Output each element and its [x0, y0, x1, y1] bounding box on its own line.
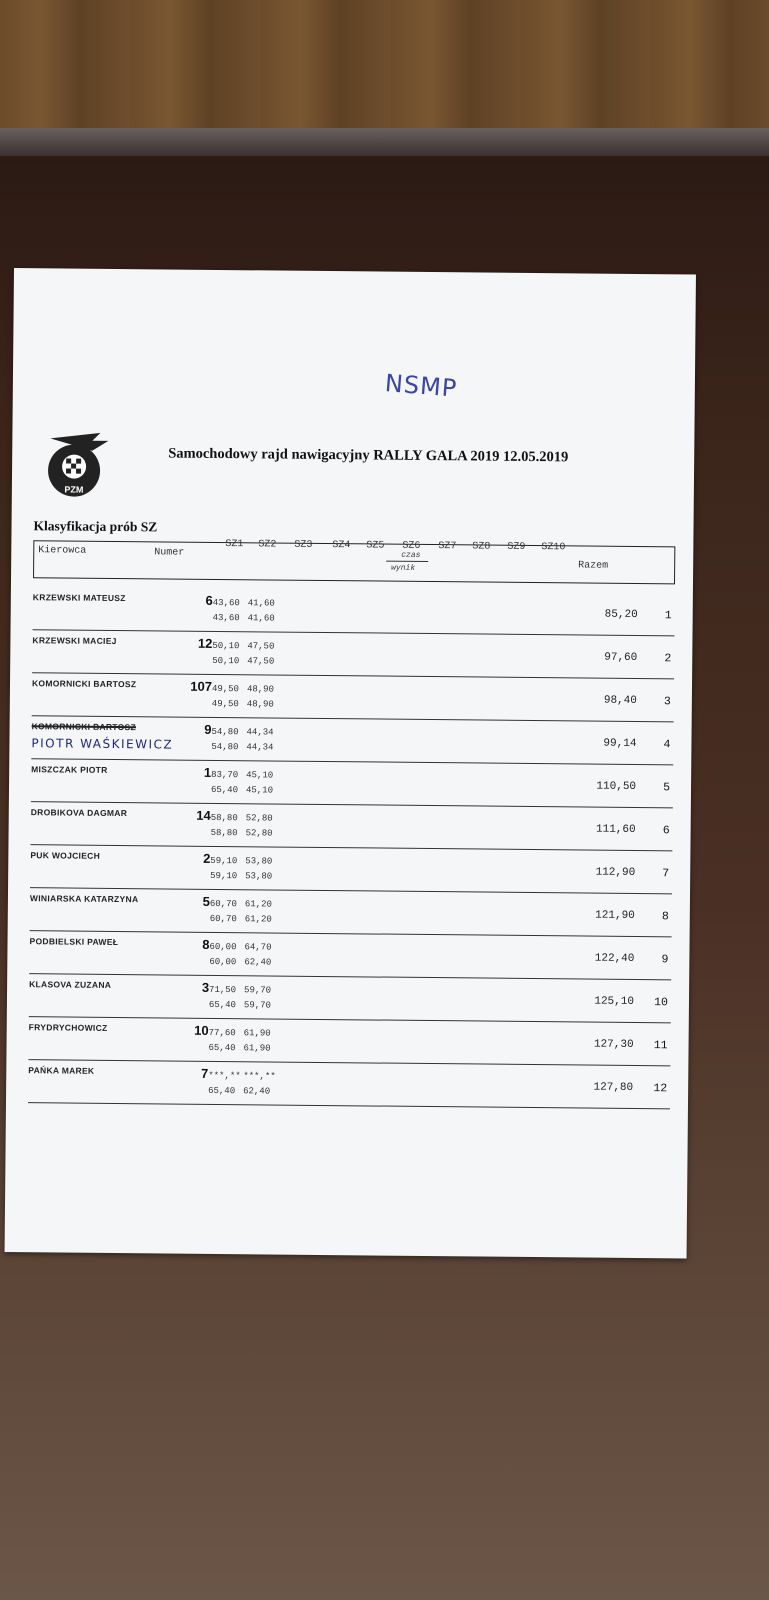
table-edge: [0, 128, 769, 156]
stage-time-wynik: 65,40: [208, 999, 236, 1011]
stage-time-czas: 59,10: [210, 855, 238, 867]
pzm-logo-icon: [42, 428, 113, 501]
start-number: 1: [203, 764, 212, 780]
place: 4: [663, 738, 671, 752]
driver-name: PAŃKA MAREK: [28, 1065, 95, 1076]
stage-time-czas: 61,20: [244, 899, 272, 910]
stage-time-czas: 58,80: [210, 812, 238, 824]
total-time: 97,60: [604, 651, 638, 665]
stage-time-czas: 60,70: [209, 898, 237, 910]
stage-time-wynik: 52,80: [245, 828, 273, 839]
stage-time-wynik: 60,70: [209, 913, 237, 925]
stage-time-wynik: 62,40: [244, 957, 272, 968]
stage-time-wynik: 60,00: [209, 956, 237, 968]
driver-name: KOMORNICKI BARTOSZ: [31, 721, 137, 733]
start-number: 6: [205, 592, 213, 608]
total-time: 127,80: [593, 1081, 634, 1094]
document-title: Samochodowy rajd nawigacyjny RALLY GALA 2019 12.05.2019: [168, 445, 569, 466]
stage-time-czas: 71,50: [209, 984, 237, 996]
stage-time-czas: 45,10: [246, 770, 274, 781]
stage-time-wynik: 53,80: [245, 871, 273, 882]
stage-time-czas: 59,70: [244, 985, 272, 996]
table-row: [30, 887, 672, 937]
start-number: 7: [200, 1065, 209, 1081]
stage-time-czas: 52,80: [245, 813, 273, 824]
stage-time-wynik: 44,34: [246, 742, 274, 753]
driver-name: KRZEWSKI MATEUSZ: [32, 592, 126, 604]
stage-time-czas: 44,34: [246, 727, 274, 738]
table-row: [32, 629, 674, 679]
total-time: 99,14: [603, 737, 637, 750]
header-sz4: SZ4: [332, 540, 351, 552]
stage-time-wynik: 45,10: [245, 785, 274, 796]
header-sz7: SZ7: [438, 541, 457, 553]
stage-time-wynik: 47,50: [247, 656, 275, 667]
stage-time-czas: 77,60: [208, 1027, 236, 1039]
stage-time-czas: 54,80: [211, 726, 239, 738]
stage-time-wynik: 61,20: [244, 914, 272, 925]
place: 9: [661, 953, 669, 967]
header-driver: Kierowca: [38, 545, 87, 557]
stage-time-czas: 48,90: [246, 684, 275, 695]
table-row: [29, 973, 671, 1023]
stage-time-czas: 43,60: [212, 597, 240, 609]
table-row: [30, 801, 672, 851]
stage-time-wynik: 43,60: [212, 612, 240, 624]
table-row: [31, 715, 673, 765]
total-time: 127,30: [593, 1038, 634, 1051]
stage-time-wynik: 59,10: [210, 870, 238, 882]
total-time: 122,40: [594, 952, 635, 965]
driver-name: PUK WOJCIECH: [30, 850, 101, 861]
stage-time-czas: 61,90: [243, 1028, 271, 1039]
stage-time-wynik: 65,40: [208, 1085, 236, 1097]
stage-time-czas: 53,80: [245, 856, 273, 867]
driver-name: KOMORNICKI BARTOSZ: [31, 678, 137, 690]
stage-time-wynik: 59,70: [243, 1000, 271, 1011]
stage-time-czas: ***,**: [243, 1071, 276, 1082]
start-number: 3: [201, 979, 210, 995]
driver-name: FRYDRYCHOWICZ: [28, 1022, 108, 1033]
start-number: 5: [202, 893, 211, 909]
place: 10: [654, 996, 669, 1010]
handwritten-correction: PIOTR WAŚKIEWICZ: [31, 736, 174, 752]
stage-time-wynik: 54,80: [211, 741, 239, 753]
stage-time-wynik: 61,90: [243, 1043, 271, 1054]
table-row: [33, 586, 675, 636]
table-row: [30, 844, 672, 894]
svg-text:PZM: PZM: [64, 484, 84, 495]
stage-time-czas: 49,50: [211, 683, 240, 695]
driver-name: MISZCZAK PIOTR: [31, 764, 108, 775]
stage-time-wynik: 41,60: [247, 613, 275, 624]
start-number: 12: [197, 635, 213, 651]
stage-time-czas: 64,70: [244, 942, 272, 953]
total-time: 111,60: [595, 823, 636, 836]
handwritten-note: NSMP: [383, 369, 459, 403]
stage-time-wynik: 65,40: [208, 1042, 236, 1054]
table-row: [28, 1059, 670, 1109]
driver-name: PODBIELSKI PAWEŁ: [29, 936, 119, 948]
section-title: Klasyfikacja prób SZ: [33, 518, 158, 535]
stage-time-wynik: 65,40: [210, 784, 239, 796]
header-divider: [386, 561, 428, 562]
header-sz9: SZ9: [507, 541, 526, 553]
stage-time-czas: 41,60: [247, 598, 275, 609]
place: 7: [662, 867, 670, 881]
table-row: [29, 930, 671, 980]
stage-time-czas: ***,**: [208, 1070, 241, 1082]
place: 12: [653, 1082, 668, 1096]
start-number: 2: [203, 850, 211, 866]
wood-floor-background: [0, 0, 769, 135]
stage-time-czas: 60,00: [209, 941, 237, 953]
header-sz5: SZ5: [366, 540, 385, 552]
header-total: Razem: [578, 560, 609, 572]
total-time: 110,50: [596, 780, 637, 793]
table-row: [28, 1016, 670, 1066]
table-header: [33, 540, 675, 584]
header-sz10: SZ10: [541, 542, 566, 554]
start-number: 14: [196, 807, 211, 823]
start-number: 107: [190, 678, 213, 694]
total-time: 98,40: [603, 694, 637, 707]
header-sz8: SZ8: [472, 541, 491, 553]
header-sz3: SZ3: [294, 539, 313, 551]
stage-time-czas: 83,70: [211, 769, 239, 781]
header-sz1: SZ1: [225, 539, 244, 551]
table-row: [32, 672, 674, 722]
header-sz6: SZ6: [402, 540, 421, 552]
place: 6: [662, 824, 670, 838]
start-number: 8: [202, 936, 210, 952]
stage-time-czas: 47,50: [247, 641, 275, 652]
place: 3: [663, 695, 671, 709]
stage-time-wynik: 58,80: [210, 827, 238, 839]
header-sz2: SZ2: [258, 539, 277, 551]
total-time: 125,10: [594, 995, 635, 1008]
driver-name: KLASOVA ZUZANA: [29, 979, 112, 990]
driver-name: KRZEWSKI MACIEJ: [32, 635, 117, 647]
start-number: 9: [204, 721, 212, 737]
place: 2: [664, 652, 672, 666]
place: 1: [664, 609, 672, 623]
header-number: Numer: [154, 547, 185, 559]
table-row: [31, 758, 673, 808]
stage-time-wynik: 49,50: [211, 698, 239, 710]
stage-time-czas: 50,10: [212, 640, 240, 652]
header-czas: czas: [401, 550, 421, 560]
stage-time-wynik: 48,90: [246, 699, 274, 710]
driver-name: WINIARSKA KATARZYNA: [29, 893, 139, 905]
place: 8: [661, 910, 669, 924]
start-number: 10: [194, 1022, 209, 1038]
stage-time-wynik: 62,40: [243, 1086, 271, 1097]
total-time: 85,20: [604, 608, 638, 622]
place: 5: [663, 781, 671, 795]
stage-time-wynik: 50,10: [212, 655, 240, 667]
place: 11: [653, 1039, 668, 1053]
result-sheet: [5, 268, 696, 1259]
total-time: 121,90: [595, 909, 635, 922]
driver-name: DROBIKOVA DAGMAR: [30, 807, 128, 819]
header-wynik: wynik: [391, 563, 416, 573]
total-time: 112,90: [595, 866, 636, 879]
